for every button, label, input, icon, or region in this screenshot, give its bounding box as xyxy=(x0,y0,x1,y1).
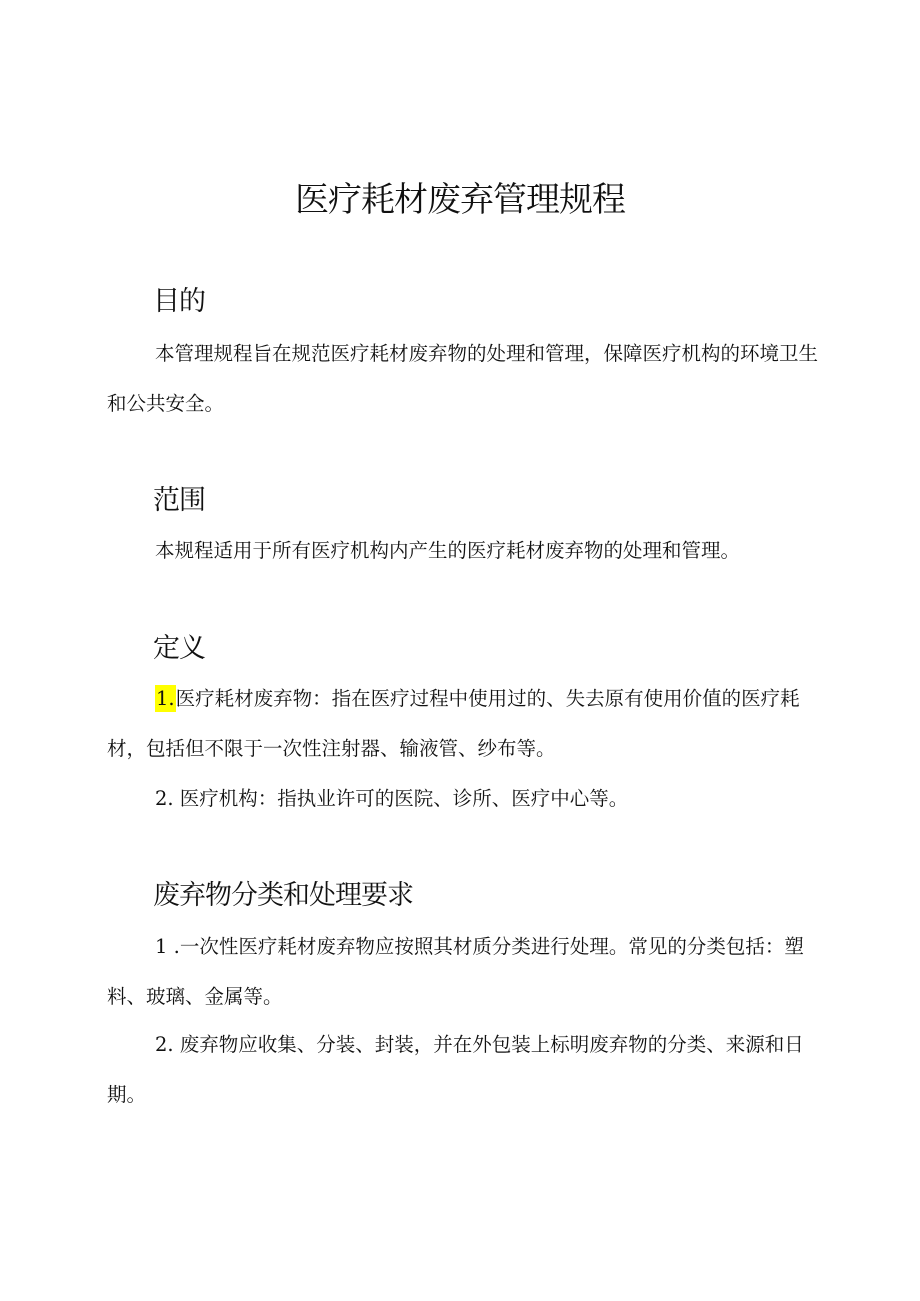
classification-item-2-text: 废弃物应收集、分装、封装，并在外包装上标明废弃物的分类、来源和日期。 xyxy=(107,1033,804,1106)
section-heading-definitions: 定义 xyxy=(153,633,205,664)
purpose-paragraph: 本管理规程旨在规范医疗耗材废弃物的处理和管理，保障医疗机构的环境卫生和公共安全。 xyxy=(107,342,819,415)
classification-item-1-text: .一次性医疗耗材废弃物应按照其材质分类进行处理。常见的分类包括：塑料、玻璃、金属等。 xyxy=(107,935,804,1008)
classification-item-1-number: 1 xyxy=(155,935,168,958)
definition-item-1-text: 医疗耗材废弃物：指在医疗过程中使用过的、失去原有使用价值的医疗耗材，包括但不限于一次性注射器、输液管、纱布等。 xyxy=(107,687,800,760)
definition-item-2-text: 医疗机构：指执业许可的医院、诊所、医疗中心等。 xyxy=(173,787,629,810)
classification-item-2-number: 2. xyxy=(155,1033,174,1056)
highlighted-item-number: 1. xyxy=(156,687,175,710)
document-title: 医疗耗材废弃管理规程 xyxy=(295,180,625,220)
classification-item-2 xyxy=(107,1020,827,1120)
classification-item-1 xyxy=(107,922,827,1022)
scope-paragraph: 本规程适用于所有医疗机构内产生的医疗耗材废弃物的处理和管理。 xyxy=(155,539,741,562)
definition-item-2 xyxy=(107,774,827,824)
definition-item-2-number: 2. xyxy=(155,787,174,810)
definition-item-1 xyxy=(107,674,827,774)
section-heading-scope: 范围 xyxy=(153,485,205,516)
section-heading-classification: 废弃物分类和处理要求 xyxy=(153,880,413,911)
section-heading-purpose: 目的 xyxy=(153,286,205,317)
